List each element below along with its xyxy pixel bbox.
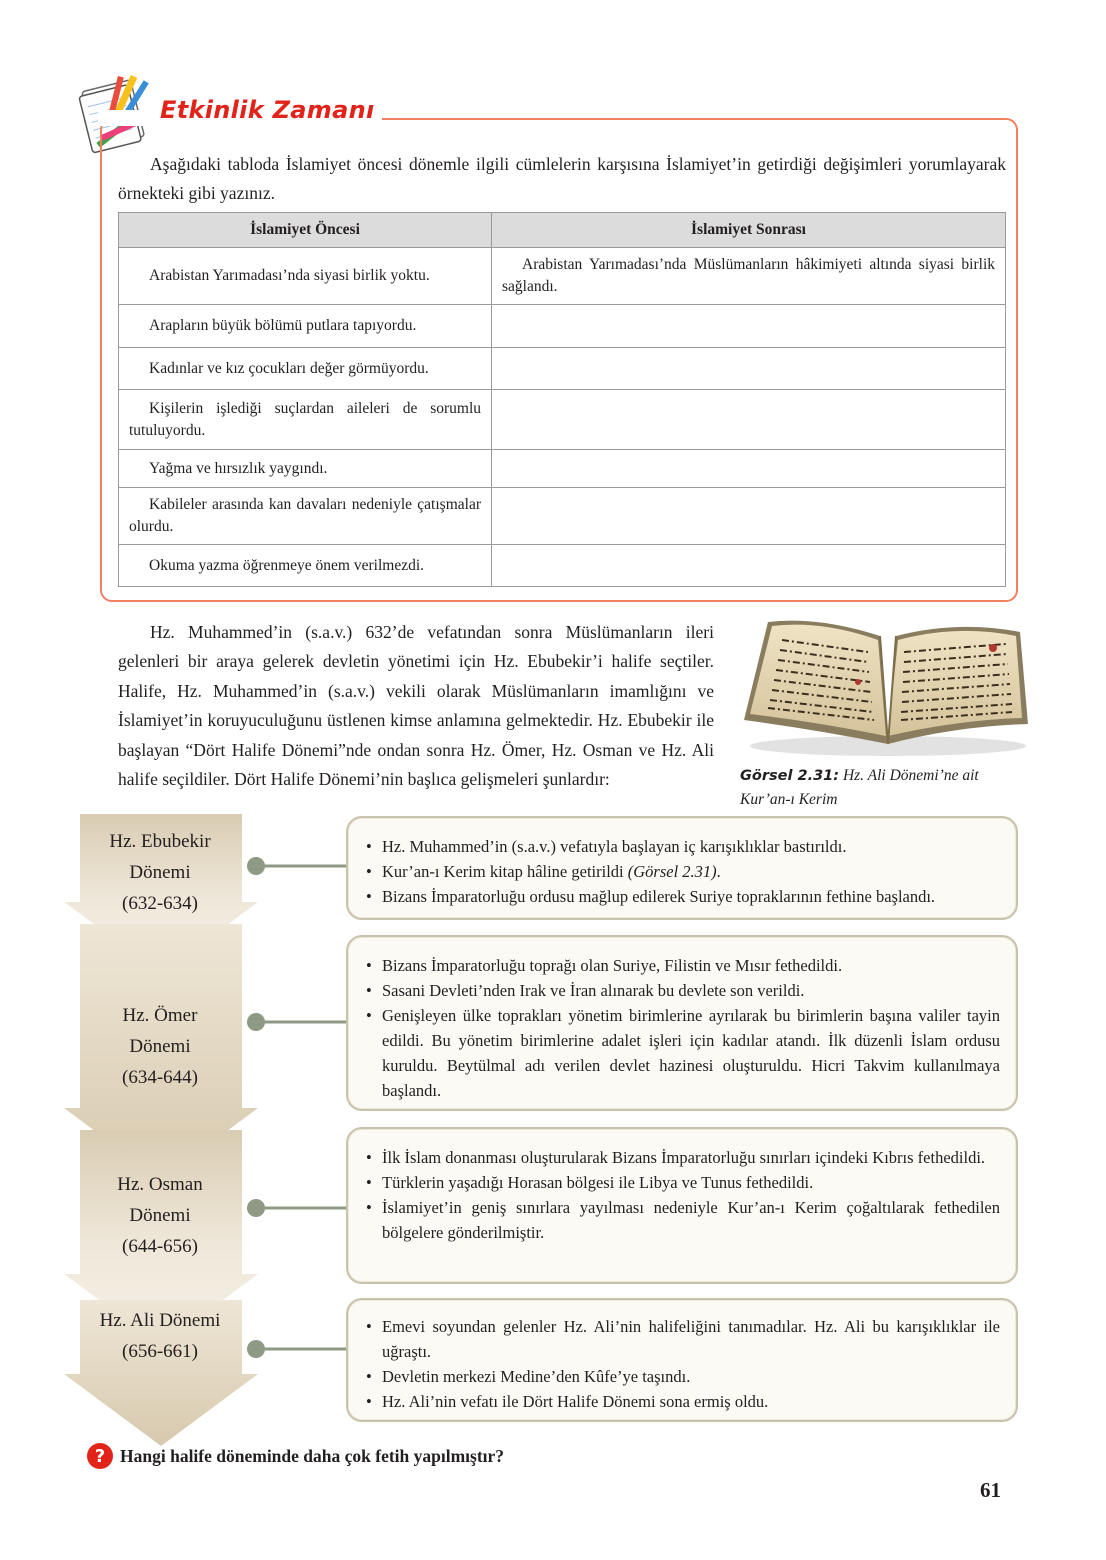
era-years: (656-661) (122, 1341, 198, 1362)
question-icon (86, 1442, 114, 1470)
era-suffix: Dönemi (129, 1205, 191, 1226)
table-cell-before: Kişilerin işlediği suçlardan aileleri de sorumlu tutuluyordu. (119, 390, 492, 450)
era-suffix: Dönemi (129, 862, 191, 883)
page-number: 61 (980, 1478, 1001, 1502)
era-osman (76, 1169, 244, 1262)
era-name: Hz. Ömer (122, 1005, 198, 1026)
table-cell-after[interactable] (492, 348, 1006, 390)
figure-reference: (Görsel 2.31) (627, 862, 717, 881)
table-cell-before: Kabileler arasında kan davaları nedeniyle çatışmalar olurdu. (119, 488, 492, 545)
table-cell-before: Yağma ve hırsızlık yaygındı. (119, 450, 492, 488)
era-years: (634-644) (122, 1067, 198, 1088)
table-cell-before: Kadınlar ve kız çocukları değer görmüyordu. (119, 348, 492, 390)
svg-text:?: ? (94, 1446, 106, 1467)
panel-item: • Hz. Ali’nin vefatı ile Dört Halife Dönemi sona ermiş oldu. (360, 1389, 1000, 1414)
era-years: (644-656) (122, 1236, 198, 1257)
table-cell-after[interactable] (492, 390, 1006, 450)
table-row (119, 488, 1006, 545)
question-text: Hangi halife döneminde daha çok fetih yapılmıştır? (120, 1446, 505, 1466)
table-cell-after[interactable]: Arabistan Yarımadası’nda Müslümanların hâkimiyeti altında siyasi birlik sağlandı. (492, 248, 1006, 305)
era-suffix: Dönemi (129, 1036, 191, 1057)
body-paragraph: Hz. Muhammed’in (s.a.v.) 632’de vefatından sonra Müslümanların ileri gelenleri bir araya gelerek devletin yönetimi için Hz. Ebubekir’i halife seçtiler. Halife, Hz. Muhammed’in (s.a.v.) vekili olarak Müslümanların imamlığını ve İslamiyet’in koruyuculuğunu üstlenen kimse anlamına gelmektedir. Hz. Ebubekir ile başlayan “Dört Halife Dönemi”nde ondan sonra Hz. Ömer, Hz. Osman ve Hz. Ali halife seçildiler. Dört Halife Dönemi’nin başlıca gelişmeleri şunlardır: (118, 622, 714, 790)
connector-icon (246, 856, 350, 876)
activity-table (118, 212, 1006, 587)
era-name: Hz. Osman (117, 1174, 203, 1195)
table-row (119, 348, 1006, 390)
connector-icon (246, 1012, 350, 1032)
quran-manuscript-image (738, 612, 1028, 760)
panel-item: • İslamiyet’in geniş sınırlara yayılması nedeniyle Kur’an-ı Kerim çoğaltılarak fethedilen bölgelere gönderilmiştir. (360, 1195, 1000, 1245)
panel-ali (346, 1298, 1018, 1422)
table-cell-before: Arapların büyük bölümü putlara tapıyordu. (119, 305, 492, 348)
panel-item: • Sasani Devleti’nden Irak ve İran alınarak bu devlete son verildi. (360, 978, 1000, 1003)
panel-item: • Emevi soyundan gelenler Hz. Ali’nin halifeliğini tanımadılar. Hz. Ali bu karışıklıklar ile uğraştı. (360, 1314, 1000, 1364)
panel-item: • Bizans İmparatorluğu ordusu mağlup edilerek Suriye topraklarının fethine başlandı. (360, 884, 1000, 909)
table-cell-after[interactable] (492, 545, 1006, 587)
activity-title: Etkinlik Zamanı (160, 96, 375, 124)
era-ali (76, 1305, 244, 1367)
table-row (119, 305, 1006, 348)
era-ebubekir (76, 826, 244, 919)
era-name: Hz. Ali Dönemi (99, 1310, 221, 1331)
panel-item: • Devletin merkezi Medine’den Kûfe’ye taşındı. (360, 1364, 1000, 1389)
table-cell-before: Okuma yazma öğrenmeye önem verilmezdi. (119, 545, 492, 587)
era-name: Hz. Ebubekir (109, 831, 211, 852)
panel-item: • Bizans İmparatorluğu toprağı olan Suriye, Filistin ve Mısır fethedildi. (360, 953, 1000, 978)
era-omer (76, 1000, 244, 1093)
table-cell-after[interactable] (492, 450, 1006, 488)
table-row (119, 248, 1006, 305)
figure-caption (740, 764, 1010, 812)
figure-caption-text: Hz. Ali Dönemi’ne ait Kur’an-ı Kerim (740, 767, 979, 808)
panel-item: • Kur’an-ı Kerim kitap hâline getirildi (Görsel 2.31). (360, 859, 1000, 884)
table-row (119, 545, 1006, 587)
panel-item: • Hz. Muhammed’in (s.a.v.) vefatıyla başlayan iç karışıklıklar bastırıldı. (360, 834, 1000, 859)
table-header-before: İslamiyet Öncesi (119, 213, 492, 248)
era-years: (632-634) (122, 893, 198, 914)
connector-icon (246, 1339, 350, 1359)
panel-omer (346, 935, 1018, 1111)
figure-label: Görsel 2.31: (740, 768, 840, 784)
table-cell-after[interactable] (492, 305, 1006, 348)
panel-item: • Türklerin yaşadığı Horasan bölgesi ile Libya ve Tunus fethedildi. (360, 1170, 1000, 1195)
panel-ebubekir (346, 816, 1018, 920)
instruction-text: Aşağıdaki tabloda İslamiyet öncesi dönemle ilgili cümlelerin karşısına İslamiyet’in getirdiği değişimleri yorumlayarak örnekteki gibi yazınız. (118, 154, 1006, 203)
panel-item: • Genişleyen ülke toprakları yönetim birimlerine ayrılarak bu birimlerin başına valiler tayin edildi. Bu yönetim birimlerine adalet işleri için kadılar atandı. İlk düzenli İslam ordusu kuruldu. Beytülmal adı verilen devlet hazinesi oluşturuldu. Hicri Takvim kullanılmaya başlandı. (360, 1003, 1000, 1103)
activity-instruction (118, 150, 1006, 208)
table-header-after: İslamiyet Sonrası (492, 213, 1006, 248)
table-cell-before: Arabistan Yarımadası’nda siyasi birlik yoktu. (119, 248, 492, 305)
table-row (119, 450, 1006, 488)
table-cell-after[interactable] (492, 488, 1006, 545)
panel-item: • İlk İslam donanması oluşturularak Bizans İmparatorluğu sınırları içindeki Kıbrıs fethedildi. (360, 1145, 1000, 1170)
connector-icon (246, 1198, 350, 1218)
panel-osman (346, 1127, 1018, 1284)
table-row (119, 390, 1006, 450)
